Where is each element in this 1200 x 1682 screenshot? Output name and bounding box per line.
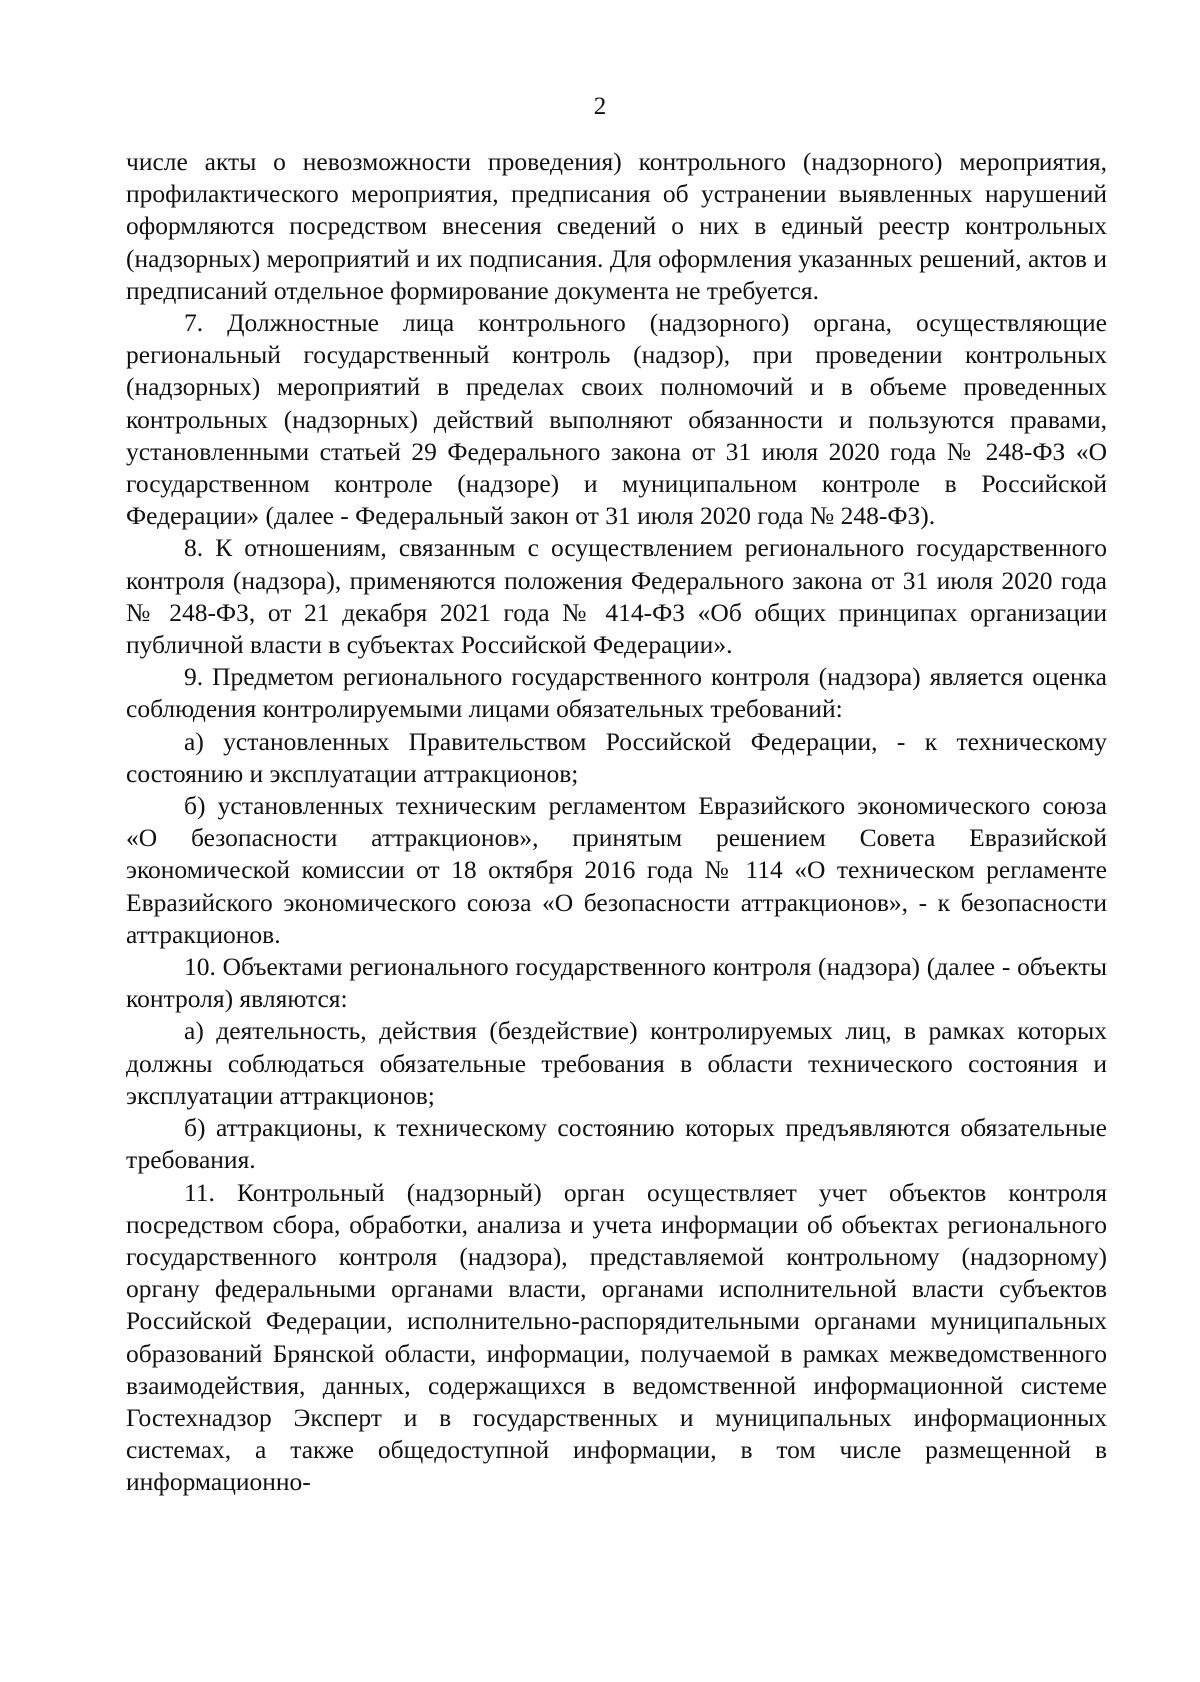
paragraph-continuation: числе акты о невозможности проведения) контрольного (надзорного) мероприятия, профилактического мероприятия, предписания об устранении выявленных нарушений оформляются посредством внесения сведений о них в единый реестр контрольных (надзорных) мероприятий и их подписания. Для оформления указанных решений, актов и предписаний отдельное формирование документа не требуется. <box>126 147 1107 305</box>
document-body <box>126 146 1107 1499</box>
paragraph-9b: б) установленных техническим регламентом Евразийского экономического союза «О безопасности аттракционов», принятым решением Совета Евразийской экономической комиссии от 18 октября 2016 года № 114 «О техническом регламенте Евразийского экономического союза «О безопасности аттракционов», - к безопасности аттракционов. <box>126 791 1107 949</box>
page-number: 2 <box>593 93 607 120</box>
paragraph-9: 9. Предметом регионального государственного контроля (надзора) является оценка соблюдения контролируемыми лицами обязательных требований: <box>126 662 1107 724</box>
paragraph-10b: б) аттракционы, к техническому состоянию которых предъявляются обязательные требования. <box>126 1113 1107 1175</box>
paragraph-7: 7. Должностные лица контрольного (надзорного) органа, осуществляющие региональный государственный контроль (надзор), при проведении контрольных (надзорных) мероприятий в пределах своих полномочий и в объеме проведенных контрольных (надзорных) действий выполняют обязанности и пользуются правами, установленными статьей 29 Федерального закона от 31 июля 2020 года № 248-ФЗ «О государственном контроле (надзоре) и муниципальном контроле в Российской Федерации» (далее - Федеральный закон от 31 июля 2020 года № 248-ФЗ). <box>126 308 1107 531</box>
paragraph-10: 10. Объектами регионального государственного контроля (надзора) (далее - объекты контроля) являются: <box>126 952 1107 1014</box>
paragraph-10a: а) деятельность, действия (бездействие) контролируемых лиц, в рамках которых должны соблюдаться обязательные требования в области технического состояния и эксплуатации аттракционов; <box>126 1016 1107 1110</box>
paragraph-9a: а) установленных Правительством Российской Федерации, - к техническому состоянию и эксплуатации аттракционов; <box>126 726 1107 788</box>
paragraph-11: 11. Контрольный (надзорный) орган осуществляет учет объектов контроля посредством сбора, обработки, анализа и учета информации об объектах регионального государственного контроля (надзора), представляемой контрольному (надзорному) органу федеральными органами власти, органами исполнительной власти субъектов Российской Федерации, исполнительно-распорядительными органами муниципальных образований Брянской области, информации, получаемой в рамках межведомственного взаимодействия, данных, содержащихся в ведомственной информационной системе Гостехнадзор Эксперт и в государственных и муниципальных информационных системах, а также общедоступной информации, в том числе размещенной в информационно- <box>126 1177 1107 1497</box>
paragraph-8: 8. К отношениям, связанным с осуществлением регионального государственного контроля (надзора), применяются положения Федерального закона от 31 июля 2020 года № 248-ФЗ, от 21 декабря 2021 года № 414-ФЗ «Об общих принципах организации публичной власти в субъектах Российской Федерации». <box>126 533 1107 660</box>
